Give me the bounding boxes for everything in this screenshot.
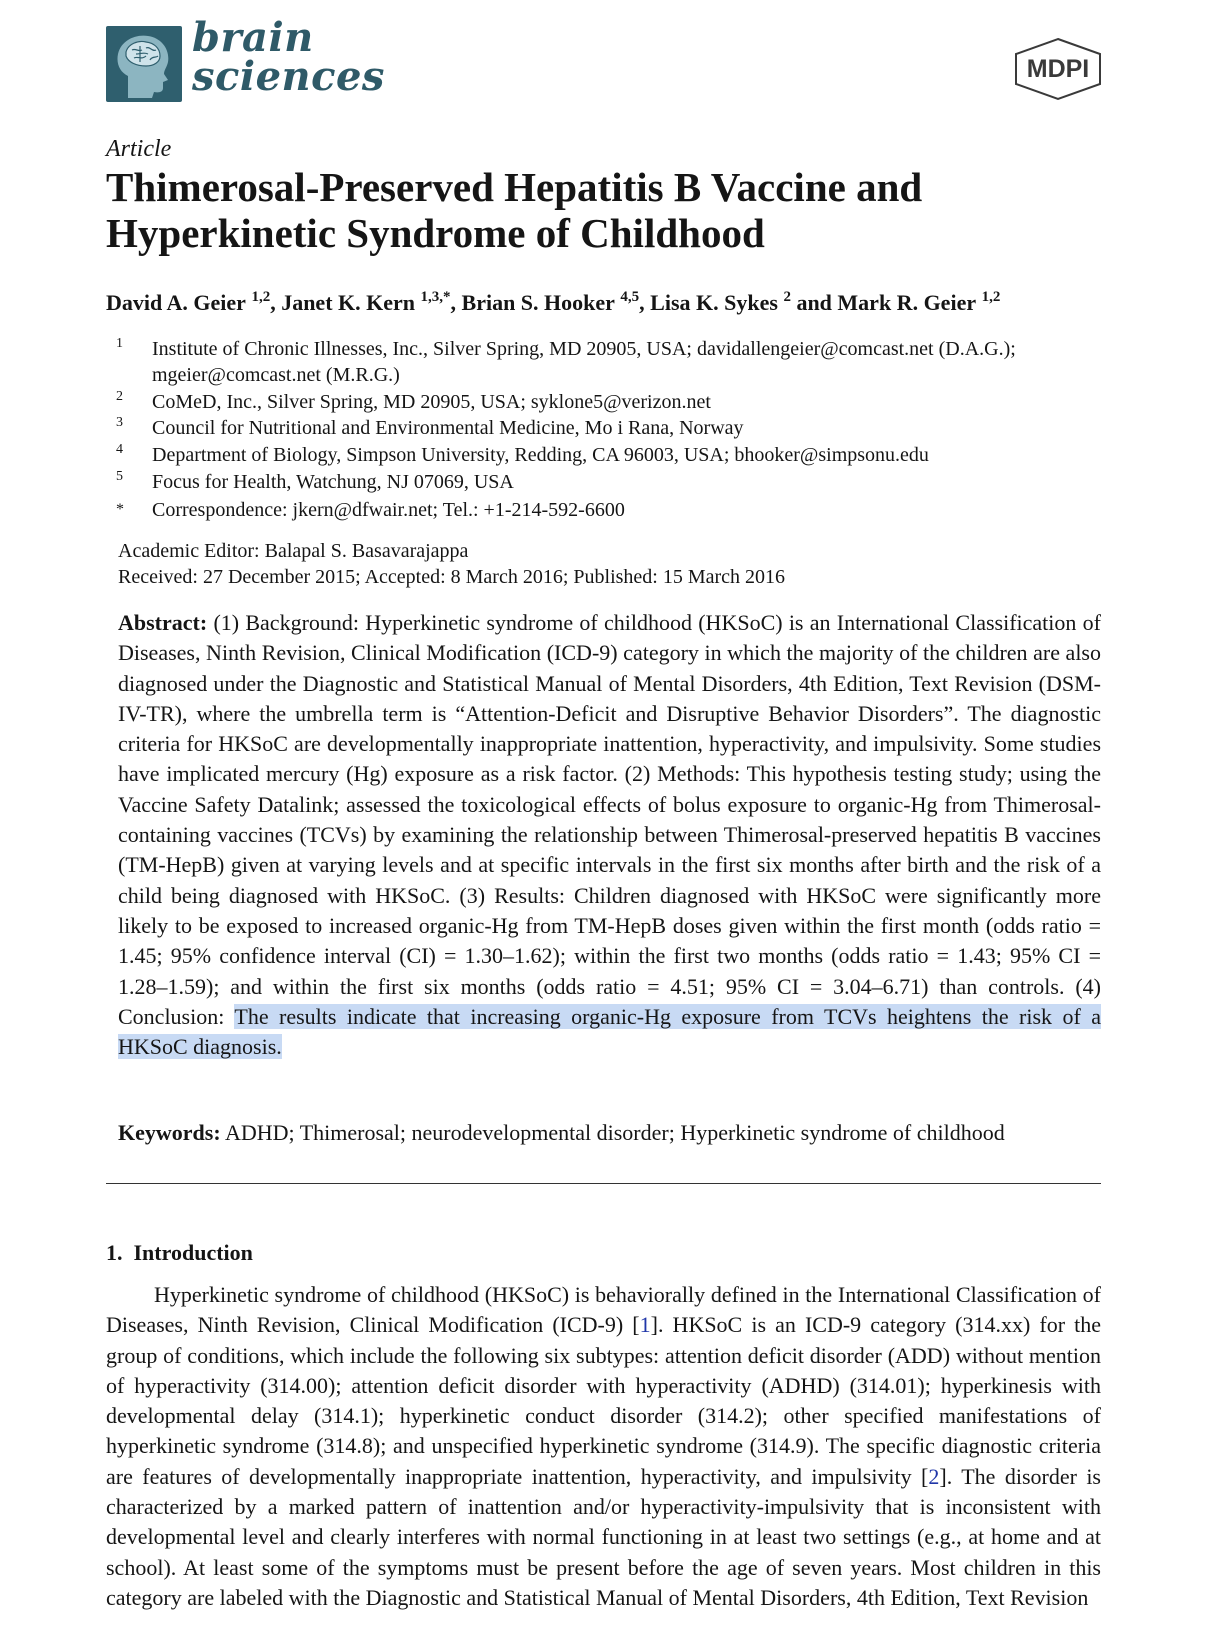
citation-link[interactable]: 1 [639,1312,651,1338]
keywords-label: Keywords: [118,1120,221,1145]
title-line1: Thimerosal-Preserved Hepatitis B Vaccine and [106,164,923,210]
section-title: Introduction [133,1240,253,1265]
journal-name [192,14,385,100]
affiliation-text: Department of Biology, Simpson University, Redding, CA 96003, USA; bhooker@simpsonu.edu [152,444,929,466]
journal-logo-icon [106,26,182,102]
author-list [106,290,1000,316]
author-affiliation-mark: 1,2 [251,289,271,305]
brain-head-icon [106,26,182,102]
affiliation-number: 2 [116,389,123,404]
section-heading [106,1240,253,1266]
journal-name-line1: brain [192,14,314,61]
author-affiliation-mark: 1,3,* [420,289,451,305]
affiliation-item [116,336,1116,388]
affiliation-text-continued: mgeier@comcast.net (M.R.G.) [152,364,400,386]
article-title [106,164,1106,256]
abstract [118,608,1101,1062]
author-separator: and [790,290,838,315]
mdpi-logo-icon [1010,36,1106,102]
keywords [118,1120,1005,1146]
affiliation-item [116,497,1116,523]
correspondence-text: Correspondence: jkern@dfwair.net; Tel.: +1-214-592-6600 [152,499,625,521]
publisher-name: MDPI [1026,55,1090,83]
publication-dates: Received: 27 December 2015; Accepted: 8 March 2016; Published: 15 March 2016 [118,566,786,588]
affiliation-text: Institute of Chronic Illnesses, Inc., Silver Spring, MD 20905, USA; davidallengeier@comcast.net (D.A.G.); [152,338,1016,360]
author-name: David A. Geier [106,290,246,315]
author-name: Mark R. Geier [837,290,977,315]
intro-text: Hyperkinetic syndrome of childhood (HKSoC) is behaviorally defined in the International Classification of Diseases, Ninth Revision, Clinical Modification (ICD-9) [ [106,1282,1101,1338]
author-name: Janet K. Kern [281,290,416,315]
abstract-label: Abstract: [118,610,208,635]
author-affiliation-mark: 2 [783,289,791,305]
affiliation-item [116,442,1116,468]
affiliation-text: Council for Nutritional and Environmental Medicine, Mo i Rana, Norway [152,417,744,439]
affiliation-text: CoMeD, Inc., Silver Spring, MD 20905, USA; syklone5@verizon.net [152,391,711,413]
academic-editor: Academic Editor: Balapal S. Basavarajappa [118,540,469,562]
author-affiliation-mark: 4,5 [620,289,640,305]
author-separator: , [450,290,462,315]
intro-text: ]. The disorder is characterized by a marked pattern of inattention and/or hyperactivity-impulsivity that is inconsistent with developmental level and clearly interferes with normal functioning in at least two settings (e.g., at home and at school). At least some of the symptoms must be present before the age of seven years. Most children in this category are labeled with the Diagnostic and Statistical Manual of Mental Disorders, 4th Edition, Text Revision [106,1463,1101,1610]
affiliation-item [116,469,1116,495]
author-affiliation-mark: 1,2 [981,289,1001,305]
affiliation-number: 3 [116,415,123,430]
author-name: Brian S. Hooker [461,290,615,315]
intro-text: ]. HKSoC is an ICD-9 category (314.xx) for the group of conditions, which include the following six subtypes: attention deficit disorder (ADD) without mention of hyperactivity (314.00); attention deficit disorder with hyperactivity (ADHD) (314.01); hyperkinesis with developmental delay (314.1); hyperkinetic conduct disorder (314.2); other specified manifestations of hyperkinetic syndrome (314.8); and unspecified hyperkinetic syndrome (314.9). The specific diagnostic criteria are features of developmentally inappropriate inattention, hyperactivity, and impulsivity [ [106,1312,1101,1489]
affiliation-number: 1 [116,336,123,351]
author-name: Lisa K. Sykes [650,290,778,315]
section-divider [106,1183,1101,1184]
affiliation-item [116,389,1116,415]
keywords-text: ADHD; Thimerosal; neurodevelopmental disorder; Hyperkinetic syndrome of childhood [220,1120,1005,1145]
highlighted-conclusion[interactable]: The results indicate that increasing organic-Hg exposure from TCVs heightens the risk of a HKSoC diagnosis. [118,1003,1101,1060]
citation-link[interactable]: 2 [928,1463,940,1489]
abstract-text: (1) Background: Hyperkinetic syndrome of childhood (HKSoC) is an International Classification of Diseases, Ninth Revision, Clinical Modification (ICD-9) category in which the majority of the children are also diagnosed under the Diagnostic and Statistical Manual of Mental Disorders, 4th Edition, Text Revision (DSM-IV-TR), where the umbrella term is “Attention-Deficit and Disruptive Behavior Disorders”. The diagnostic criteria for HKSoC are developmentally inappropriate inattention, hyperactivity, and impulsivity. Some studies have implicated mercury (Hg) exposure as a risk factor. (2) Methods: This hypothesis testing study; using the Vaccine Safety Datalink; assessed the toxicological effects of bolus exposure to organic-Hg from Thimerosal-containing vaccines (TCVs) by examining the relationship between Thimerosal-preserved hepatitis B vaccines (TM-HepB) given at varying levels and at specific intervals in the first six months after birth and the risk of a child being diagnosed with HKSoC. (3) Results: Children diagnosed with HKSoC were significantly more likely to be exposed to increased organic-Hg from TM-HepB doses given within the first month (odds ratio = 1.45; 95% confidence interval (CI) = 1.30–1.62); within the first two months (odds ratio = 1.43; 95% CI = 1.28–1.59); and within the first six months (odds ratio = 4.51; 95% CI = 3.04–6.71) than controls. (4) Conclusion: [118,610,1101,1029]
article-type: Article [106,136,172,162]
title-line2: Hyperkinetic Syndrome of Childhood [106,210,765,256]
affiliation-number: 5 [116,469,123,484]
affiliation-text: Focus for Health, Watchung, NJ 07069, USA [152,471,514,493]
affiliation-number: 4 [116,442,123,457]
author-separator: , [270,290,282,315]
section-number: 1. [106,1240,123,1265]
correspondence-mark: * [116,501,124,518]
affiliation-item [116,415,1116,441]
intro-paragraph [106,1280,1101,1613]
journal-name-line2: sciences [192,53,385,100]
author-separator: , [639,290,651,315]
